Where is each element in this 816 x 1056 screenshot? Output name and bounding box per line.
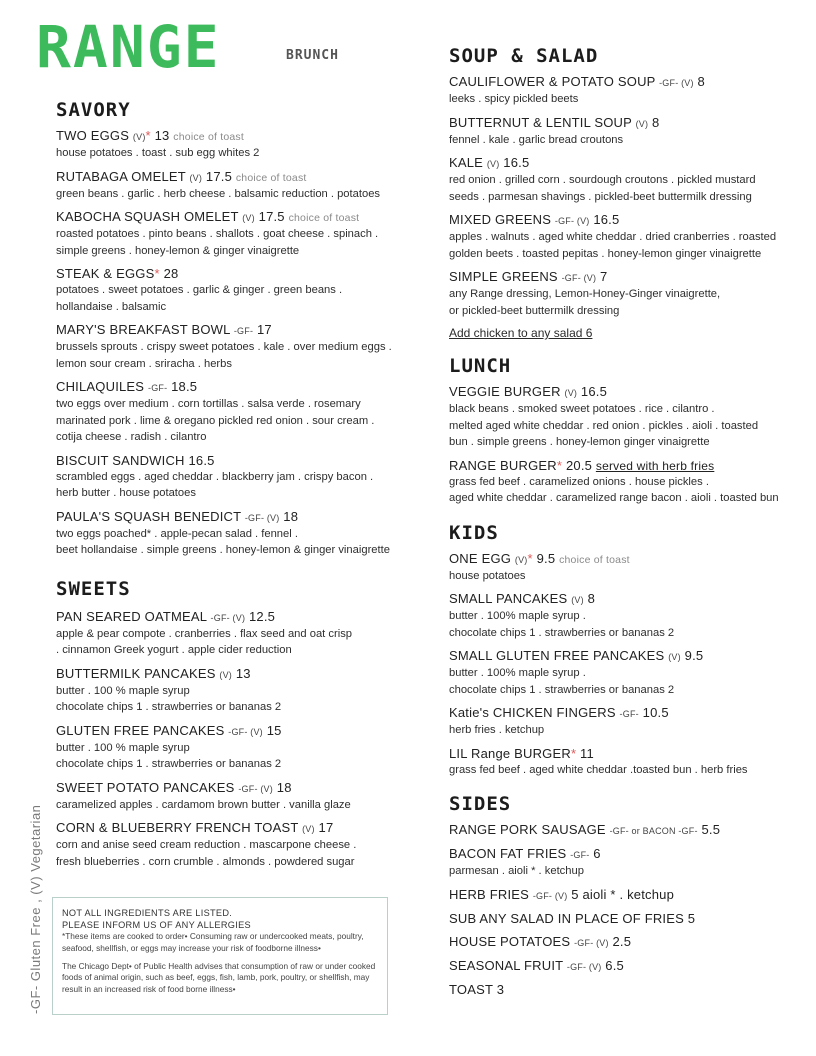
dietary-tag: (V) — [514, 554, 528, 565]
dietary-tag: (V) — [242, 213, 255, 223]
item-description: herb butter . house potatoes — [56, 487, 196, 499]
item-description: butter . 100% maple syrup . — [449, 667, 586, 679]
item-price: 3 — [496, 981, 505, 997]
item-name-line — [56, 169, 426, 186]
menu-item — [449, 846, 794, 880]
dietary-tag: (V) — [219, 669, 233, 680]
menu-section — [449, 521, 794, 779]
item-name: MARY'S BREAKFAST BOWL — [56, 322, 231, 337]
item-name-line — [449, 846, 794, 863]
item-name-line — [56, 666, 426, 683]
item-name: BUTTERNUT & LENTIL SOUP — [449, 114, 632, 130]
disclaimer-heading-2: PLEASE INFORM US OF ANY ALLERGIES — [62, 920, 251, 930]
item-description: parmesan . aioli * . ketchup — [449, 865, 584, 877]
item-price: 9.5 — [536, 550, 556, 566]
item-description: chocolate chips 1 . strawberries or bananas 2 — [56, 701, 282, 713]
menu-item — [56, 128, 426, 162]
raw-warning-star: * — [570, 745, 577, 761]
item-description: hollandaise . balsamic — [56, 300, 167, 313]
menu-item — [56, 453, 426, 502]
dietary-tag: -GF- (V) — [659, 78, 694, 88]
item-price: 17.5 — [258, 209, 285, 224]
item-description: fennel . kale . garlic bread croutons — [449, 133, 624, 146]
menu-item — [56, 780, 426, 814]
item-description: simple greens . honey-lemon & ginger vinaigrette — [56, 244, 300, 257]
item-name: PAULA'S SQUASH BENEDICT — [56, 508, 242, 524]
item-name: SIMPLE GREENS — [449, 269, 558, 284]
item-description: cotija cheese . radish . cilantro — [56, 431, 207, 443]
item-price: 6.5 — [605, 957, 624, 973]
item-name-line — [449, 705, 794, 722]
item-description: . cinnamon Greek yogurt . apple cider reduction — [56, 644, 292, 656]
menu-section — [449, 354, 794, 507]
menu-section — [56, 98, 426, 559]
item-description: leeks . spicy pickled beets — [449, 93, 579, 105]
item-name: SMALL PANCAKES — [449, 591, 568, 606]
item-description: golden beets . toasted pepitas . honey-lemon ginger vinaigrette — [449, 247, 762, 260]
item-price: 9.5 — [684, 648, 704, 663]
item-description: house potatoes . toast . sub egg whites 2 — [56, 147, 260, 159]
menu-item — [56, 723, 426, 773]
item-description: butter . 100% maple syrup . — [449, 610, 586, 622]
item-description: black beans . smoked sweet potatoes . rice . cilantro . — [449, 403, 715, 415]
item-description: butter . 100 % maple syrup — [56, 684, 190, 697]
item-description: two eggs poached* . apple-pecan salad . fennel . — [56, 527, 298, 540]
item-description: seeds . parmesan shavings . pickled-beet buttermilk dressing — [449, 190, 752, 203]
item-description: caramelized apples . cardamom brown butter . vanilla glaze — [56, 798, 351, 811]
raw-warning-star: * — [527, 550, 533, 566]
item-description: potatoes . sweet potatoes . garlic & ginger . green beans . — [56, 284, 343, 296]
item-name-line — [449, 155, 794, 172]
dietary-tag: (V) — [571, 595, 584, 605]
item-name-line — [449, 822, 794, 839]
raw-warning-star: * — [556, 457, 563, 473]
item-price: 16.5 — [503, 155, 530, 170]
item-description: grass fed beef . aged white cheddar .toasted bun . herb fries — [449, 763, 748, 776]
menu-item — [449, 982, 794, 998]
item-name: SMALL GLUTEN FREE PANCAKES — [449, 648, 665, 663]
item-name: LIL Range BURGER — [449, 745, 571, 761]
item-description: aged white cheddar . caramelized range bacon . aioli . toasted bun — [449, 492, 779, 504]
menu-item — [449, 212, 794, 262]
dietary-tag: -GF- (V) — [554, 216, 590, 226]
item-description: chocolate chips 1 . strawberries or bananas 2 — [449, 626, 675, 639]
dietary-tag: -GF- (V) — [574, 937, 609, 948]
item-note: choice of toast — [559, 553, 630, 566]
item-price: 8 — [652, 114, 660, 130]
item-description: chocolate chips 1 . strawberries or bananas 2 — [56, 758, 282, 770]
item-name: ONE EGG — [449, 550, 512, 566]
menu-item — [449, 746, 794, 779]
dietary-tag: -GF- (V) — [210, 612, 246, 623]
item-name-line — [56, 209, 426, 226]
item-description: grass fed beef . caramelized onions . house pickles . — [449, 475, 709, 488]
menu-item — [449, 705, 794, 739]
dietary-tag: -GF- — [570, 850, 590, 860]
item-name: SWEET POTATO PANCAKES — [56, 779, 235, 795]
item-price: 5.5 — [701, 822, 721, 837]
item-price: 8 — [697, 74, 705, 89]
section-title: SOUP & SALAD — [449, 45, 599, 67]
item-description: fresh blueberries . corn crumble . almonds . powdered sugar — [56, 855, 355, 868]
item-description: melted aged white cheddar . red onion . pickles . aioli . toasted — [449, 419, 759, 432]
menu-item — [56, 509, 426, 559]
item-note: choice of toast — [235, 171, 307, 184]
menu-item — [56, 379, 426, 446]
disclaimer-heading-1: NOT ALL INGREDIENTS ARE LISTED. — [62, 908, 233, 918]
item-name-line — [449, 887, 794, 904]
item-price: 18 — [276, 779, 292, 795]
dietary-tag: -GF- (V) — [238, 783, 273, 794]
dietary-tag: -GF- (V) — [228, 726, 263, 737]
item-price: 16.5 — [188, 452, 215, 468]
item-name: HERB FRIES — [449, 886, 530, 902]
section-title: SWEETS — [56, 577, 131, 600]
menu-item — [449, 155, 794, 205]
item-description: lemon sour cream . sriracha . herbs — [56, 357, 232, 370]
item-description: herb fries . ketchup — [449, 724, 545, 736]
item-name-line — [449, 212, 794, 229]
item-name-line — [449, 384, 794, 401]
menu-item — [56, 820, 426, 870]
item-price: 11 — [580, 745, 594, 761]
item-name-line — [449, 958, 794, 975]
item-price: 17 — [318, 820, 334, 835]
item-description: corn and anise seed cream reduction . mascarpone cheese . — [56, 839, 357, 851]
menu-item — [56, 266, 426, 315]
item-name-line — [449, 746, 794, 762]
disclaimer-paragraph-2: The Chicago Dept• of Public Health advises that consumption of raw or under cooked foods of animal origin, such as beef, eggs, fish, lamb, pork, poultry, or shellfish, may result in an increased risk of food borne illness• — [62, 960, 376, 995]
item-name-line — [449, 115, 794, 132]
item-name-line — [449, 982, 794, 998]
item-price: 17.5 — [205, 168, 233, 184]
menu-item — [56, 322, 426, 372]
disclaimer-paragraph-1: *These items are cooked to order• Consuming raw or undercooked meats, poultry, seafood, shellfish, or eggs may increase your risk of foodborne illness• — [62, 931, 364, 953]
dietary-tag: (V) — [132, 132, 146, 142]
item-name: CORN & BLUEBERRY FRENCH TOAST — [56, 820, 299, 835]
section-title: SAVORY — [56, 99, 131, 121]
menu-item — [449, 887, 794, 904]
item-description: or pickled-beet buttermilk dressing — [449, 304, 620, 317]
menu-section — [56, 577, 426, 871]
dietary-tag: -GF- (V) — [566, 961, 602, 972]
section-footer-note: Add chicken to any salad 6 — [449, 326, 593, 340]
item-price: 7 — [600, 269, 608, 284]
menu-item — [449, 822, 794, 839]
item-price: 5 — [687, 910, 696, 926]
item-name: BISCUIT SANDWICH — [56, 452, 185, 468]
brunch-label: BRUNCH — [286, 48, 339, 63]
item-price: 16.5 — [593, 212, 620, 227]
item-price: 6 — [593, 846, 601, 861]
item-name-line — [449, 911, 794, 927]
allergy-disclaimer — [52, 897, 388, 1015]
item-name-line — [56, 780, 426, 797]
dietary-tag: -GF- (V) — [532, 890, 568, 901]
dietary-tag: -GF- (V) — [561, 273, 597, 283]
dietary-tag: -GF- — [233, 326, 254, 336]
item-price: 28 — [163, 266, 179, 281]
item-name-line — [449, 551, 794, 568]
item-name-line — [449, 591, 794, 608]
item-price: 15 — [266, 722, 282, 738]
item-name: GLUTEN FREE PANCAKES — [56, 722, 225, 738]
menu-item — [56, 209, 426, 259]
item-name-line — [56, 266, 426, 282]
item-description: beet hollandaise . simple greens . honey-lemon & ginger vinaigrette — [56, 544, 390, 556]
raw-warning-star: * — [154, 266, 160, 281]
item-price: 20.5 — [565, 457, 593, 473]
item-name: SEASONAL FRUIT — [449, 957, 564, 973]
item-price: 8 — [587, 591, 596, 606]
item-name-line — [56, 322, 426, 339]
dietary-tag: (V) — [668, 652, 681, 662]
item-price: 13 — [235, 665, 251, 681]
section-title: KIDS — [449, 521, 499, 544]
item-description: apples . walnuts . aged white cheddar . dried cranberries . roasted — [449, 231, 777, 243]
item-description: two eggs over medium . corn tortillas . salsa verde . rosemary — [56, 398, 361, 410]
section-title: SIDES — [449, 793, 512, 815]
item-description: butter . 100 % maple syrup — [56, 741, 190, 754]
menu-item — [449, 551, 794, 585]
dietary-tag: -GF- — [148, 383, 168, 393]
item-name: SUB ANY SALAD IN PLACE OF FRIES — [449, 910, 684, 926]
item-name: BACON FAT FRIES — [449, 846, 567, 861]
item-name: KALE — [449, 155, 484, 170]
item-name-line — [449, 269, 794, 286]
dietary-tag: -GF- — [619, 709, 639, 719]
dietary-tag: (V) — [302, 824, 315, 834]
menu-item — [449, 74, 794, 108]
item-description: roasted potatoes . pinto beans . shallots . goat cheese . spinach . — [56, 228, 379, 240]
item-price: 5 aioli * . ketchup — [571, 886, 675, 902]
menu-section — [449, 44, 794, 340]
item-name: HOUSE POTATOES — [449, 933, 571, 949]
menu-item — [56, 169, 426, 203]
item-price: 17 — [256, 322, 272, 337]
item-name: TWO EGGS — [56, 128, 130, 143]
item-name-line — [56, 509, 426, 526]
range-logo: RANGE — [36, 13, 221, 81]
item-description: brussels sprouts . crispy sweet potatoes . kale . over medium eggs . — [56, 341, 392, 353]
item-description: any Range dressing, Lemon-Honey-Ginger vinaigrette, — [449, 288, 721, 300]
raw-warning-star: * — [145, 128, 151, 143]
item-name-line — [449, 74, 794, 91]
item-name: RUTABAGA OMELET — [56, 168, 186, 184]
item-description: marinated pork . lime & oregano pickled red onion . sour cream . — [56, 414, 375, 427]
menu-item — [449, 958, 794, 975]
dietary-tag: (V) — [189, 172, 203, 183]
dietary-tag: (V) — [635, 118, 649, 129]
dietary-tag: -GF- (V) — [244, 512, 280, 523]
item-name-line — [56, 820, 426, 837]
item-name: RANGE BURGER — [449, 457, 557, 473]
item-name: VEGGIE BURGER — [449, 384, 561, 399]
item-price: 2.5 — [612, 933, 632, 949]
menu-item — [449, 934, 794, 951]
dietary-tag: (V) — [564, 388, 578, 398]
menu-item — [449, 458, 794, 507]
menu-item — [449, 269, 794, 319]
item-name-line — [449, 934, 794, 951]
item-note: served with herb fries — [595, 458, 715, 473]
left-column — [56, 98, 426, 884]
item-name-line — [449, 458, 794, 474]
menu-item — [449, 648, 794, 698]
item-name: BUTTERMILK PANCAKES — [56, 665, 216, 681]
item-name-line — [56, 128, 426, 145]
dietary-tag: -GF- or BACON -GF- — [609, 826, 698, 836]
right-column — [449, 44, 794, 1012]
item-name: RANGE PORK SAUSAGE — [449, 822, 606, 837]
menu-item — [449, 591, 794, 641]
item-name: PAN SEARED OATMEAL — [56, 608, 207, 624]
item-name: STEAK & EGGS — [56, 266, 155, 281]
item-description: red onion . grilled corn . sourdough croutons . pickled mustard — [449, 174, 756, 186]
menu-item — [56, 666, 426, 716]
menu-section — [449, 792, 794, 998]
item-name: KABOCHA SQUASH OMELET — [56, 209, 239, 224]
item-name-line — [56, 453, 426, 469]
menu-item — [449, 115, 794, 149]
item-name: CHILAQUILES — [56, 379, 145, 394]
section-title: LUNCH — [449, 355, 512, 377]
item-price: 10.5 — [642, 705, 669, 720]
item-name: CAULIFLOWER & POTATO SOUP — [449, 74, 656, 89]
item-description: chocolate chips 1 . strawberries or bananas 2 — [449, 683, 675, 696]
item-name-line — [449, 648, 794, 665]
dietary-tag: (V) — [486, 159, 500, 169]
item-price: 16.5 — [580, 384, 608, 399]
item-name-line — [56, 723, 426, 740]
item-description: bun . simple greens . honey-lemon ginger vinaigrette — [449, 436, 710, 448]
item-description: house potatoes — [449, 569, 526, 582]
item-price: 18 — [283, 508, 299, 524]
item-price: 12.5 — [248, 608, 276, 624]
item-name: TOAST — [449, 981, 493, 997]
dietary-legend: -GF- Gluten Free , (V) Vegetarian — [28, 804, 43, 1014]
item-note: choice of toast — [288, 212, 360, 224]
menu-item — [449, 911, 794, 927]
item-description: scrambled eggs . aged cheddar . blackberry jam . crispy bacon . — [56, 470, 374, 483]
item-name: Katie's CHICKEN FINGERS — [449, 705, 616, 720]
item-name: MIXED GREENS — [449, 212, 552, 227]
item-description: green beans . garlic . herb cheese . balsamic reduction . potatoes — [56, 187, 381, 200]
item-name-line — [56, 609, 426, 626]
item-price: 18.5 — [171, 379, 198, 394]
menu-item — [56, 609, 426, 659]
item-description: apple & pear compote . cranberries . flax seed and oat crisp — [56, 627, 353, 640]
item-note: choice of toast — [173, 131, 245, 143]
item-price: 13 — [154, 128, 170, 143]
menu-item — [449, 384, 794, 451]
item-name-line — [56, 379, 426, 396]
